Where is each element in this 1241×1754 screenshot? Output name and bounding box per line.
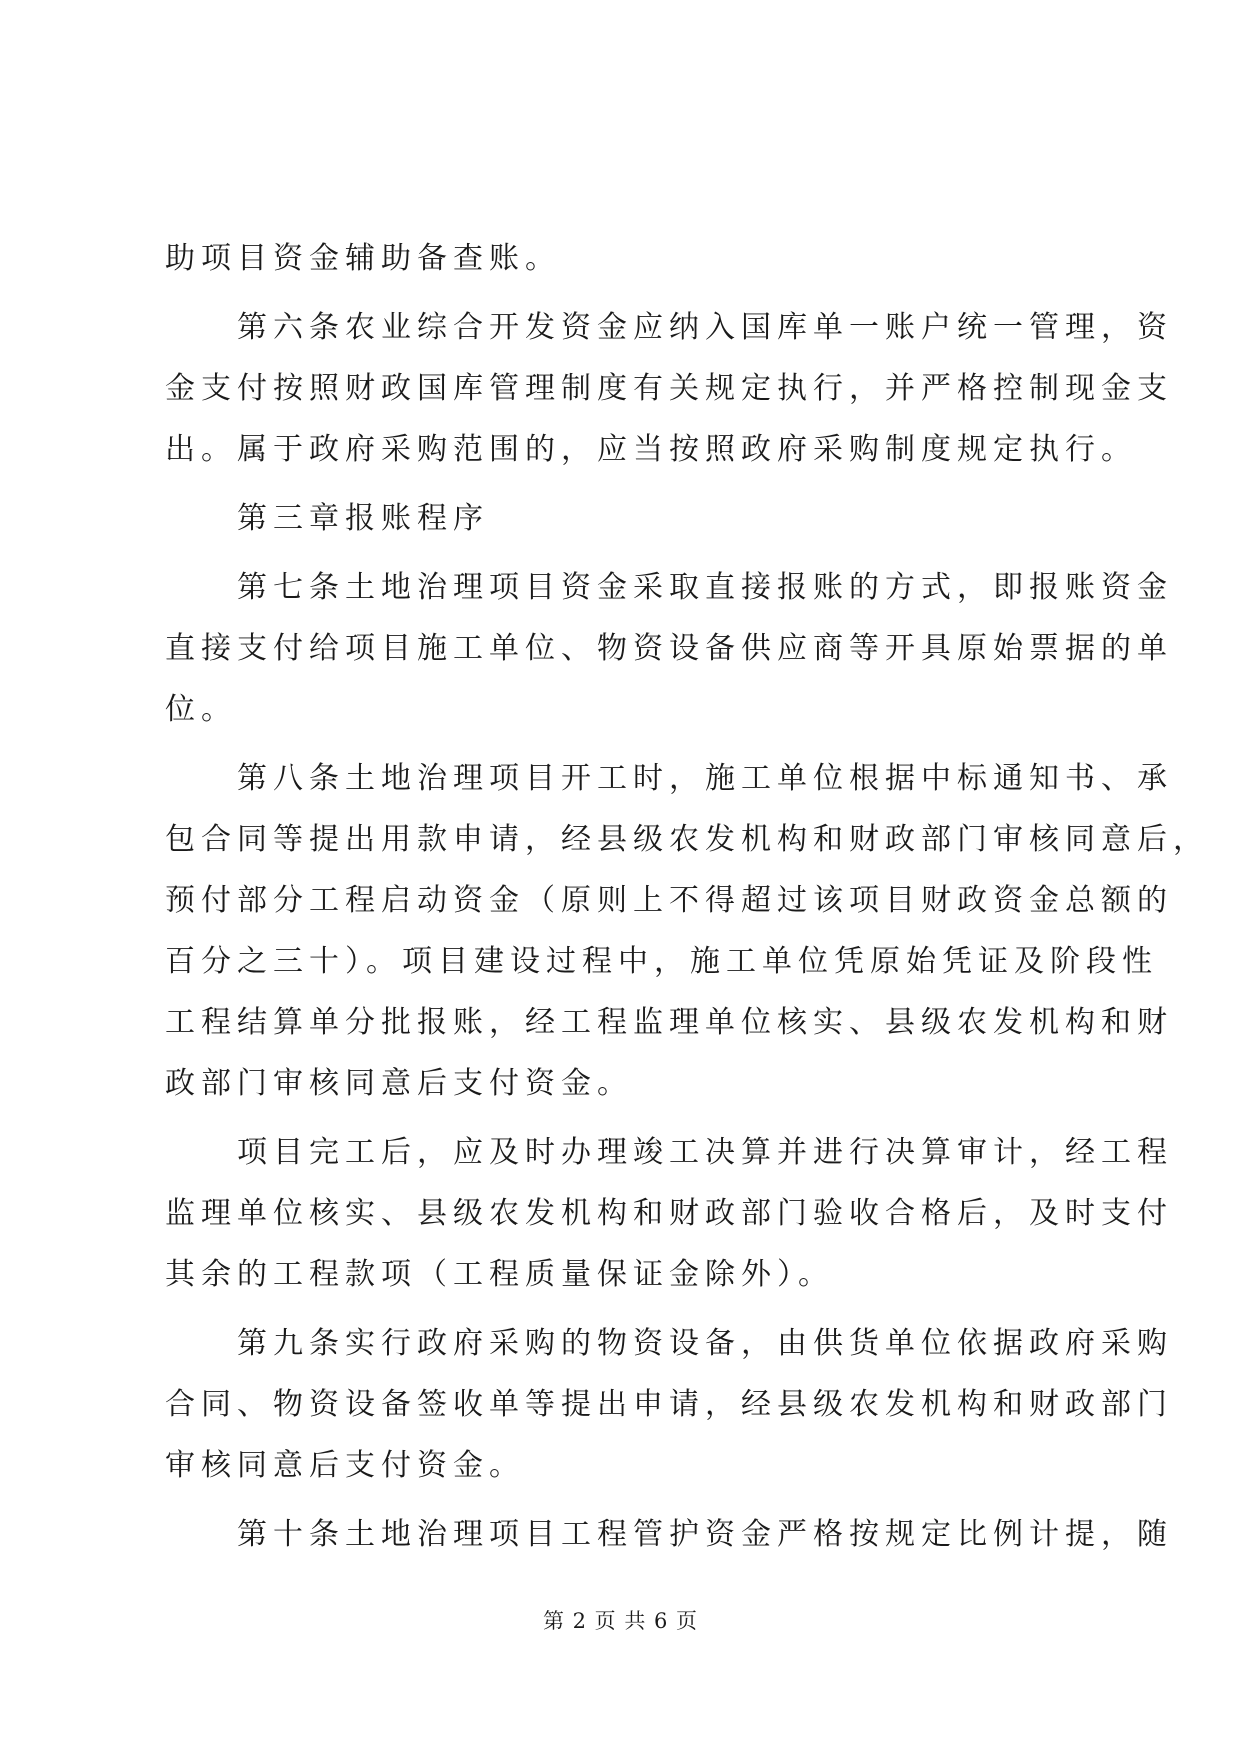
chapter-heading — [165, 488, 1077, 549]
paragraph — [165, 1504, 1173, 1565]
paragraph-line: 直接支付给项目施工单位、物资设备供应商等开具原始票据的单 — [165, 631, 1173, 666]
paragraph-line: 工程结算单分批报账，经工程监理单位核实、县级农发机构和财 — [165, 1005, 1173, 1040]
paragraph-line: 位。 — [165, 692, 237, 727]
page-number: 第 2 页 共 6 页 — [542, 1609, 699, 1633]
paragraph-line: 第六条农业综合开发资金应纳入国库单一账户统一管理，资 — [237, 310, 1173, 345]
paragraph — [165, 748, 1209, 1114]
paragraph-line: 第九条实行政府采购的物资设备，由供货单位依据政府采购 — [237, 1326, 1173, 1361]
paragraph-line: 预付部分工程启动资金（原则上不得超过该项目财政资金总额的 — [165, 883, 1173, 918]
paragraph-line: 其余的工程款项（工程质量保证金除外）。 — [165, 1257, 834, 1292]
paragraph-line: 第八条土地治理项目开工时，施工单位根据中标通知书、承 — [237, 761, 1173, 796]
paragraph-line: 第十条土地治理项目工程管护资金严格按规定比例计提，随 — [237, 1517, 1173, 1552]
page-footer — [0, 1605, 1241, 1635]
paragraph-line: 监理单位核实、县级农发机构和财政部门验收合格后，及时支付 — [165, 1196, 1173, 1231]
paragraph-line: 第七条土地治理项目资金采取直接报账的方式，即报账资金 — [237, 570, 1173, 605]
paragraph-line: 金支付按照财政国库管理制度有关规定执行，并严格控制现金支 — [165, 371, 1173, 406]
paragraph-line: 第三章报账程序 — [237, 501, 489, 536]
paragraph — [165, 557, 1173, 740]
paragraph — [165, 1122, 1173, 1305]
document-body — [165, 228, 1209, 1565]
paragraph — [165, 1313, 1173, 1496]
paragraph-line: 政部门审核同意后支付资金。 — [165, 1066, 633, 1101]
paragraph-line: 助项目资金辅助备查账。 — [165, 241, 561, 276]
paragraph-line: 审核同意后支付资金。 — [165, 1448, 525, 1483]
paragraph-line: 项目完工后，应及时办理竣工决算并进行决算审计，经工程 — [237, 1135, 1173, 1170]
paragraph-line: 包合同等提出用款申请，经县级农发机构和财政部门审核同意后， — [165, 822, 1209, 857]
paragraph-line: 百分之三十）。项目建设过程中，施工单位凭原始凭证及阶段性 — [165, 944, 1158, 979]
paragraph — [165, 297, 1173, 480]
paragraph-line: 合同、物资设备签收单等提出申请，经县级农发机构和财政部门 — [165, 1387, 1173, 1422]
paragraph — [165, 228, 1077, 289]
paragraph-line: 出。属于政府采购范围的，应当按照政府采购制度规定执行。 — [165, 432, 1137, 467]
